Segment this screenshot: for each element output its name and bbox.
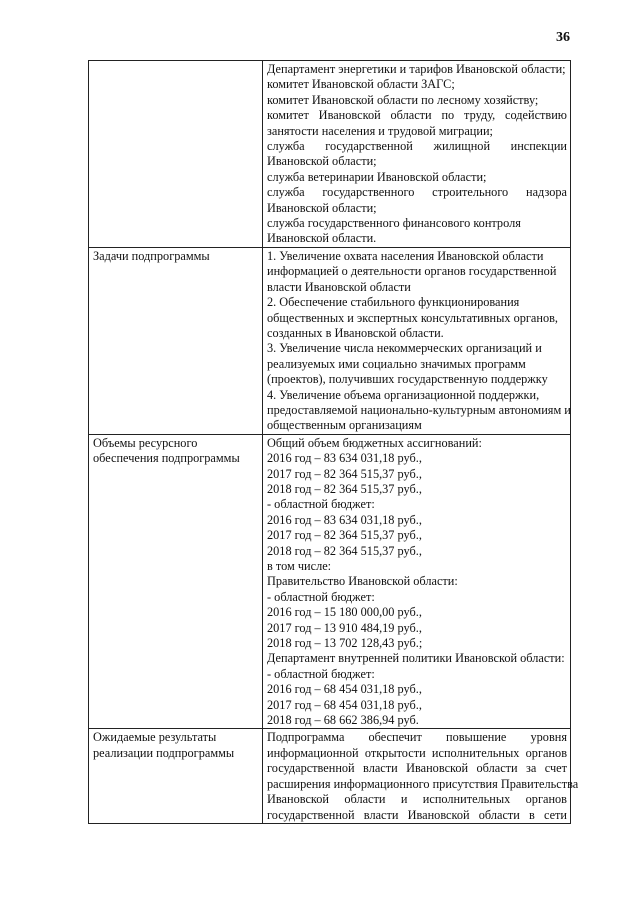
row-label-cell bbox=[89, 729, 263, 823]
content-line: 2016 год – 83 634 031,18 руб., bbox=[267, 451, 422, 466]
row-content-cell bbox=[263, 434, 571, 729]
content-line: служба ветеринарии Ивановской области; bbox=[267, 169, 487, 184]
content-line: государственной власти Ивановской области в сети bbox=[267, 807, 567, 822]
content-line: созданных в Ивановской области. bbox=[267, 325, 444, 340]
content-line: общественным организациям bbox=[267, 418, 422, 433]
content-line: предоставляемой национально-культурным автономиям и bbox=[267, 402, 571, 417]
responsible-bodies-row bbox=[89, 61, 571, 248]
content-line: 1. Увеличение охвата населения Ивановской области bbox=[267, 248, 544, 263]
expected-results-row bbox=[89, 729, 571, 823]
row-content-cell bbox=[263, 729, 579, 823]
content-line: 2018 год – 82 364 515,37 руб., bbox=[267, 481, 422, 496]
row-label-line: Задачи подпрограммы bbox=[93, 248, 210, 263]
content-line: 2018 год – 13 702 128,43 руб.; bbox=[267, 636, 423, 651]
content-line: - областной бюджет: bbox=[267, 589, 375, 604]
content-line: Ивановской области. bbox=[267, 231, 377, 246]
content-line: Департамент энергетики и тарифов Ивановской области; bbox=[267, 62, 566, 76]
content-line: занятости населения и трудовой миграции; bbox=[267, 123, 493, 138]
content-line: - областной бюджет: bbox=[267, 666, 375, 681]
content-line: реализуемых ими социально значимых программ bbox=[267, 356, 526, 371]
content-line: (проектов), получивших государственную поддержку bbox=[267, 372, 548, 387]
row-label-line: реализации подпрограммы bbox=[93, 745, 235, 760]
row-label-line: обеспечения подпрограммы bbox=[93, 451, 240, 466]
funding-row bbox=[89, 434, 571, 729]
row-label-cell bbox=[89, 61, 263, 248]
content-line: информацией о деятельности органов государственной bbox=[267, 264, 557, 279]
content-line: Подпрограмма обеспечит повышение уровня bbox=[267, 730, 567, 745]
content-line: 2018 год – 68 662 386,94 руб. bbox=[267, 713, 419, 728]
content-line: служба государственного строительного надзора bbox=[267, 185, 567, 200]
content-line: - областной бюджет: bbox=[267, 497, 375, 512]
page-number: 36 bbox=[556, 30, 570, 45]
content-line: 2017 год – 13 910 484,19 руб., bbox=[267, 620, 422, 635]
content-line: власти Ивановской области bbox=[267, 279, 411, 294]
content-line: служба государственного финансового контроля bbox=[267, 216, 521, 231]
row-label-cell bbox=[89, 434, 263, 729]
content-line: расширения информационного присутствия Правительства bbox=[267, 776, 579, 791]
content-line: Правительство Ивановской области: bbox=[267, 574, 458, 589]
subprogram-passport-table bbox=[88, 60, 579, 824]
content-line: 2017 год – 82 364 515,37 руб., bbox=[267, 528, 422, 543]
content-line: 2016 год – 83 634 031,18 руб., bbox=[267, 512, 422, 527]
row-content-cell bbox=[263, 247, 571, 434]
content-line: 4. Увеличение объема организационной поддержки, bbox=[267, 387, 540, 402]
content-line: комитет Ивановской области ЗАГС; bbox=[267, 77, 455, 92]
content-line: 2. Обеспечение стабильного функционирования bbox=[267, 295, 520, 310]
tasks-row bbox=[89, 247, 571, 434]
row-label-line: Объемы ресурсного bbox=[93, 435, 198, 450]
content-line: комитет Ивановской области по труду, содействию bbox=[267, 108, 567, 123]
content-line: Ивановской области; bbox=[267, 154, 377, 169]
content-line: общественных и экспертных консультативных органов, bbox=[267, 310, 558, 325]
content-line: 2017 год – 68 454 031,18 руб., bbox=[267, 697, 422, 712]
content-line: Ивановской области и исполнительных органов bbox=[267, 792, 567, 807]
content-line: Общий объем бюджетных ассигнований: bbox=[267, 435, 482, 450]
content-line: 2016 год – 68 454 031,18 руб., bbox=[267, 682, 422, 697]
content-line: Ивановской области; bbox=[267, 200, 377, 215]
row-label-cell bbox=[89, 247, 263, 434]
content-line: в том числе: bbox=[267, 559, 332, 573]
content-line: 2016 год – 15 180 000,00 руб., bbox=[267, 605, 422, 620]
content-line: Департамент внутренней политики Ивановской области: bbox=[267, 651, 565, 666]
content-line: государственной власти Ивановской области за счет bbox=[267, 761, 567, 776]
row-content-cell bbox=[263, 61, 571, 248]
row-label-line: Ожидаемые результаты bbox=[93, 730, 217, 745]
content-line: 3. Увеличение числа некоммерческих организаций и bbox=[267, 341, 542, 356]
content-line: 2018 год – 82 364 515,37 руб., bbox=[267, 543, 422, 558]
content-line: комитет Ивановской области по лесному хозяйству; bbox=[267, 92, 539, 107]
content-line: информационной открытости исполнительных органов bbox=[267, 745, 567, 760]
content-line: служба государственной жилищной инспекции bbox=[267, 139, 567, 154]
content-line: 2017 год – 82 364 515,37 руб., bbox=[267, 466, 422, 481]
